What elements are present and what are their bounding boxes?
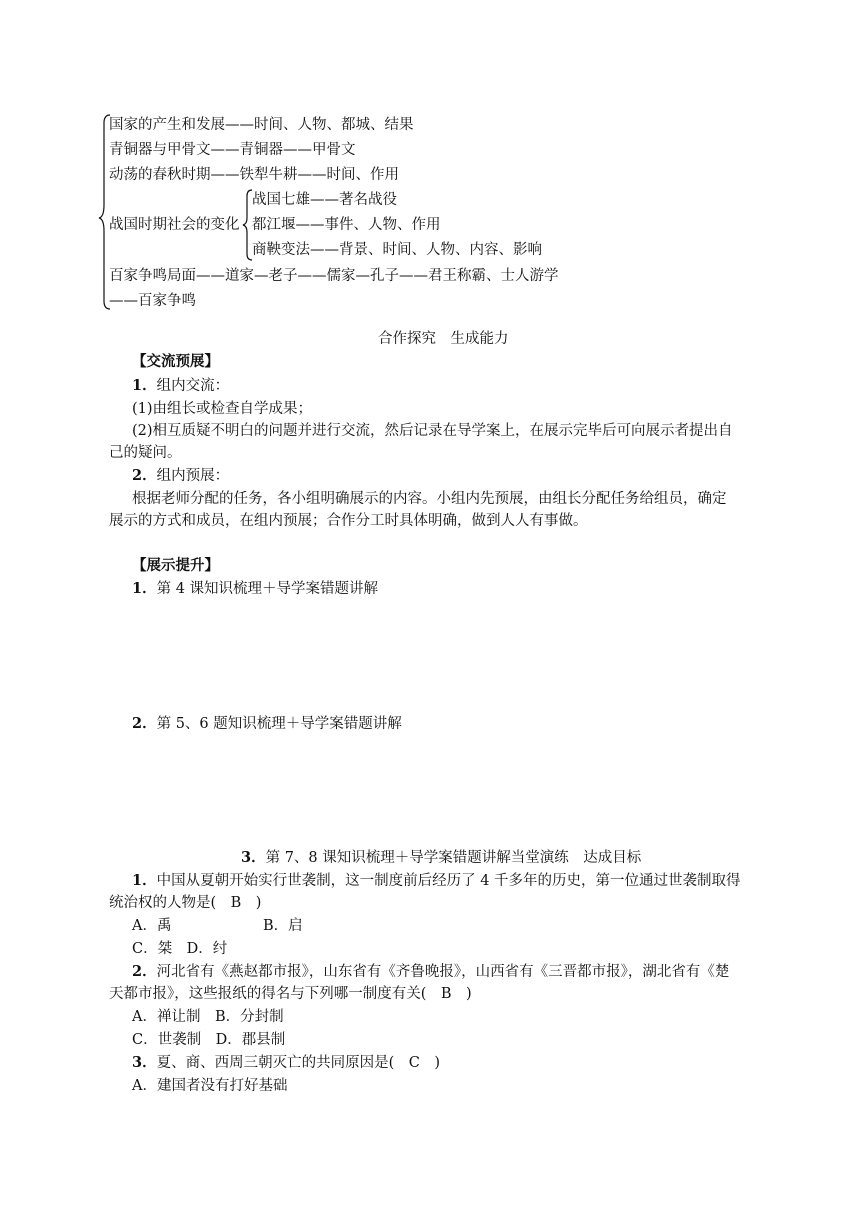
question-2-line-2: 天都市报》，这些报纸的得名与下列哪一制度有关( B ) <box>109 986 472 1002</box>
exchange-sub-2-line-1: (2)相互质疑不明白的问题并进行交流，然后记录在导学案上，在展示完毕后可向展示者提出自 <box>132 423 733 439</box>
exchange-item-2: 2．组内预展： <box>132 467 230 484</box>
exchange-paragraph-line-2: 展示的方式和成员，在组内预展；合作分工时具体明确，做到人人有事做。 <box>109 513 588 529</box>
question-3-option-a: A．建国者没有打好基础 <box>132 1078 288 1094</box>
question-2-options-ab: A．禅让制 B．分封制 <box>132 1009 284 1025</box>
display-heading: 【展示提升】 <box>132 557 219 574</box>
question-3-line-1: 3．夏、商、西周三朝灭亡的共同原因是( C ) <box>132 1054 441 1071</box>
exchange-item-1: 1．组内交流： <box>132 377 230 394</box>
outline-row-hundred-schools-cont: ——百家争鸣 <box>109 293 196 309</box>
outline-sub-dujiangyan: 都江堰——事件、人物、作用 <box>252 217 441 233</box>
question-1-line-1: 1．中国从夏朝开始实行世袭制，这一制度前后经历了 4 千多年的历史，第一位通过世袭制取得 <box>132 872 741 889</box>
outline-row-state: 国家的产生和发展——时间、人物、都城、结果 <box>109 117 414 133</box>
question-1-option-b: B．启 <box>263 918 303 934</box>
question-2-line-1: 2．河北省有《燕赵都市报》，山东省有《齐鲁晚报》，山西省有《三晋都市报》，湖北省有《楚 <box>132 963 730 980</box>
question-1-option-a: A．禹 <box>132 918 172 934</box>
exchange-sub-2-line-2: 己的疑问。 <box>109 445 182 461</box>
exchange-sub-1: (1)由组长或检查自学成果； <box>132 401 313 417</box>
question-1-options-cd: C．桀 D．纣 <box>132 941 228 957</box>
question-2-options-cd: C．世袭制 D．郡县制 <box>132 1032 286 1048</box>
outline-sub-shang-yang: 商鞅变法——背景、时间、人物、内容、影响 <box>252 242 542 258</box>
outline-sub-seven-states: 战国七雄——著名战役 <box>252 192 397 208</box>
display-item-2: 2．第 5、6 题知识梳理＋导学案错题讲解 <box>132 715 402 732</box>
question-1-line-2: 统治权的人物是( B ) <box>109 895 262 911</box>
display-item-3: 3．第 7、8 课知识梳理＋导学案错题讲解当堂演练 达成目标 <box>241 849 642 866</box>
exchange-paragraph-line-1: 根据老师分配的任务，各小组明确展示的内容。小组内先预展，由组长分配任务给组员，确定 <box>132 491 727 507</box>
outline-row-spring-autumn: 动荡的春秋时期——铁犁牛耕——时间、作用 <box>109 167 399 183</box>
outline-row-warring-states: 战国时期社会的变化 <box>109 217 240 233</box>
outline-row-hundred-schools: 百家争鸣局面——道家—老子——儒家—孔子——君王称霸、士人游学 <box>109 268 559 284</box>
section-title: 合作探究 生成能力 <box>378 331 509 347</box>
outline-row-bronze: 青铜器与甲骨文——青铜器——甲骨文 <box>109 142 356 158</box>
display-item-1: 1．第 4 课知识梳理＋导学案错题讲解 <box>132 580 379 597</box>
exchange-heading: 【交流预展】 <box>132 353 219 370</box>
